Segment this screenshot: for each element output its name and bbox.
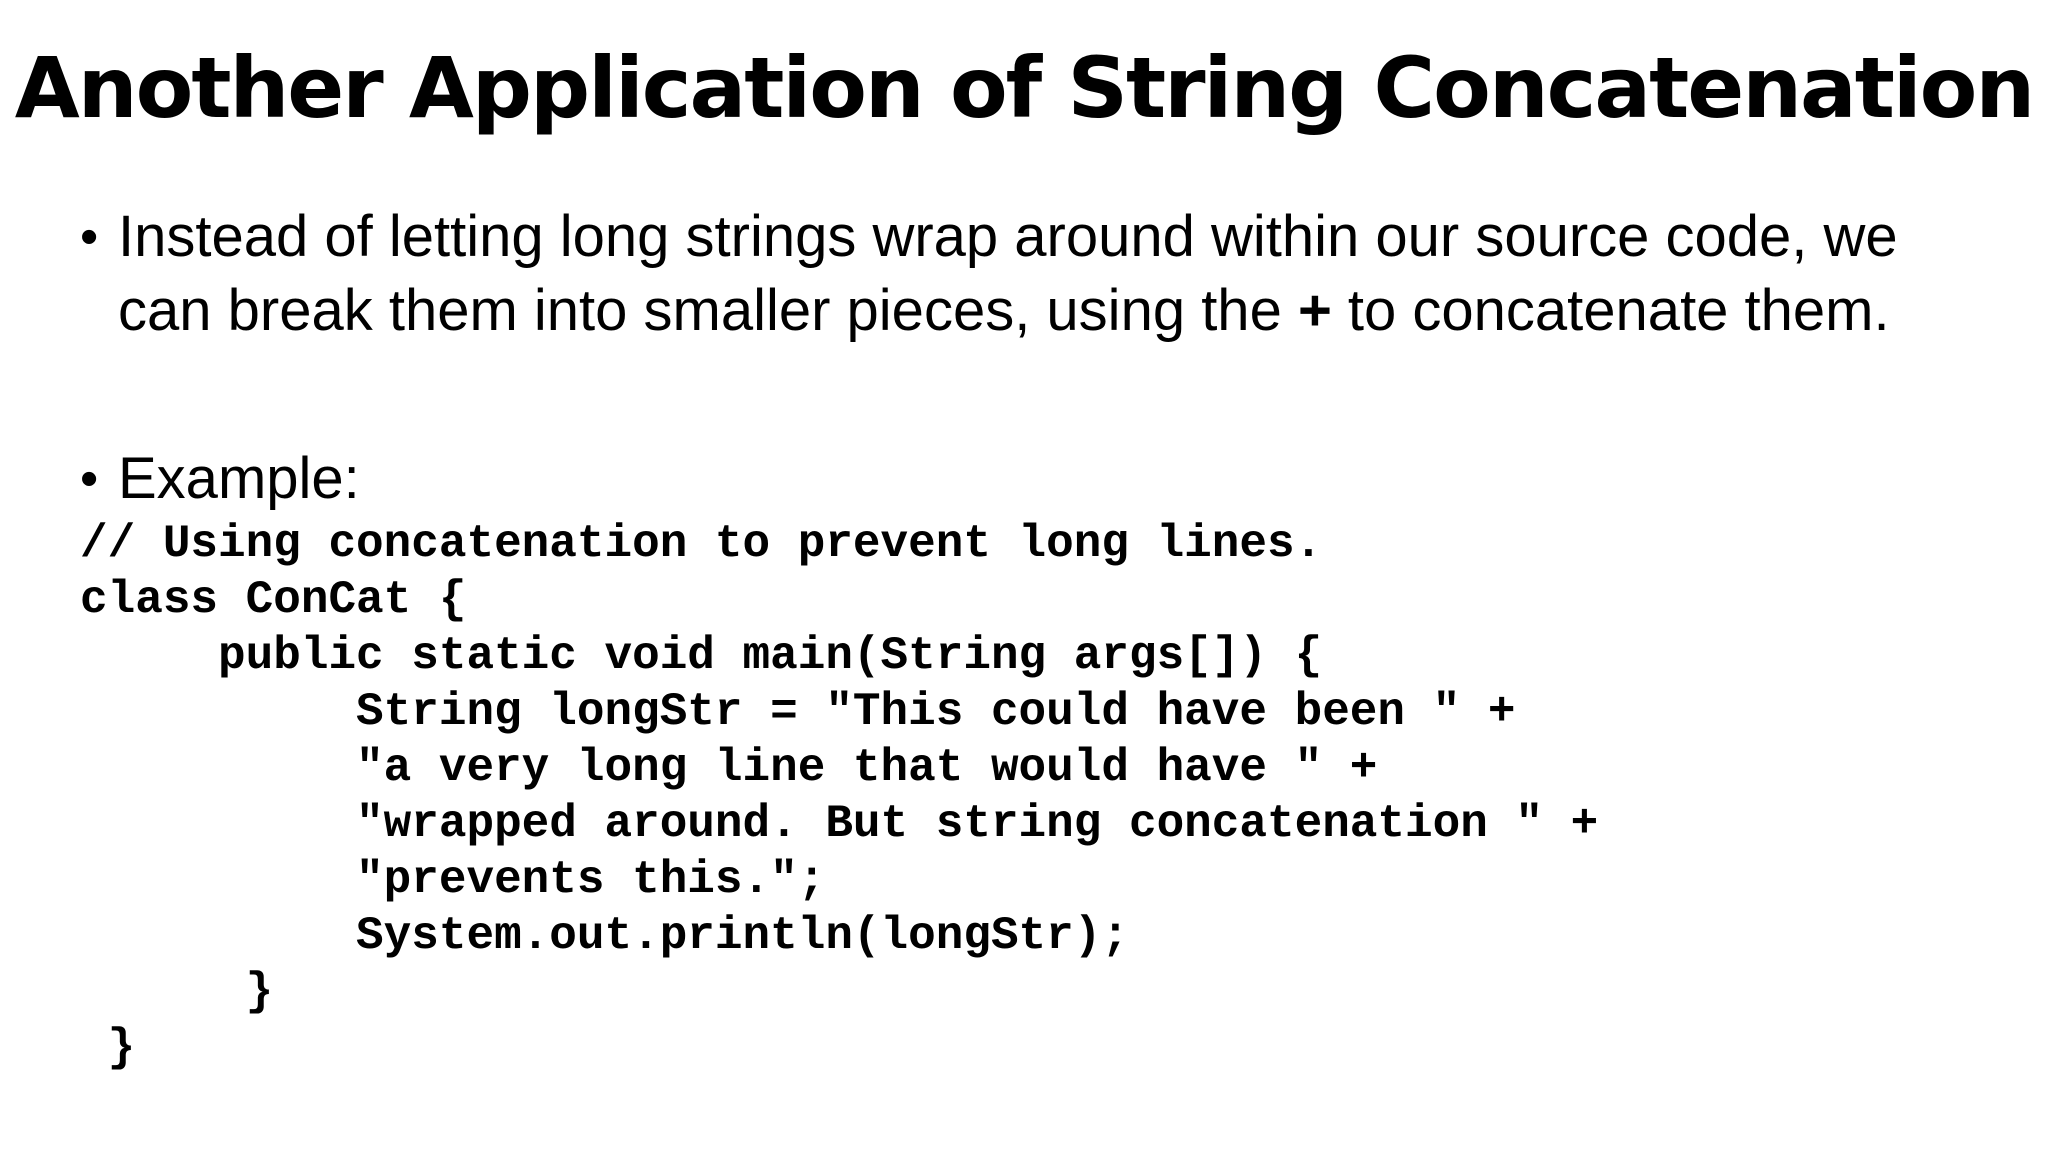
bullet-text-part: to concatenate them. — [1331, 278, 1890, 343]
code-line: } — [80, 1022, 136, 1074]
slide-title: Another Application of String Concatenation — [14, 39, 2034, 137]
code-line: } — [80, 966, 274, 1018]
bullet-item — [80, 200, 2000, 348]
code-line: String longStr = "This could have been " + — [80, 686, 1516, 738]
code-line: public static void main(String args[]) { — [80, 630, 1323, 682]
code-line: "wrapped around. But string concatenation " + — [80, 798, 1599, 850]
bullet-text: Example: — [118, 446, 360, 511]
code-block — [80, 516, 1980, 1076]
plus-operator: + — [1297, 278, 1332, 343]
code-line: // Using concatenation to prevent long lines. — [80, 518, 1323, 570]
bullet-dot-icon: • — [80, 450, 99, 508]
code-line: "a very long line that would have " + — [80, 742, 1378, 794]
bullet-item — [80, 442, 2000, 516]
code-line: "prevents this."; — [80, 854, 826, 906]
code-line: class ConCat { — [80, 574, 467, 626]
bullet-text-part: Instead of letting long strings wrap around within our source code, we can break them into smaller pieces, using the — [118, 204, 1898, 343]
code-line: System.out.println(longStr); — [80, 910, 1129, 962]
bullet-text — [118, 200, 2000, 348]
bullet-dot-icon: • — [80, 208, 99, 266]
